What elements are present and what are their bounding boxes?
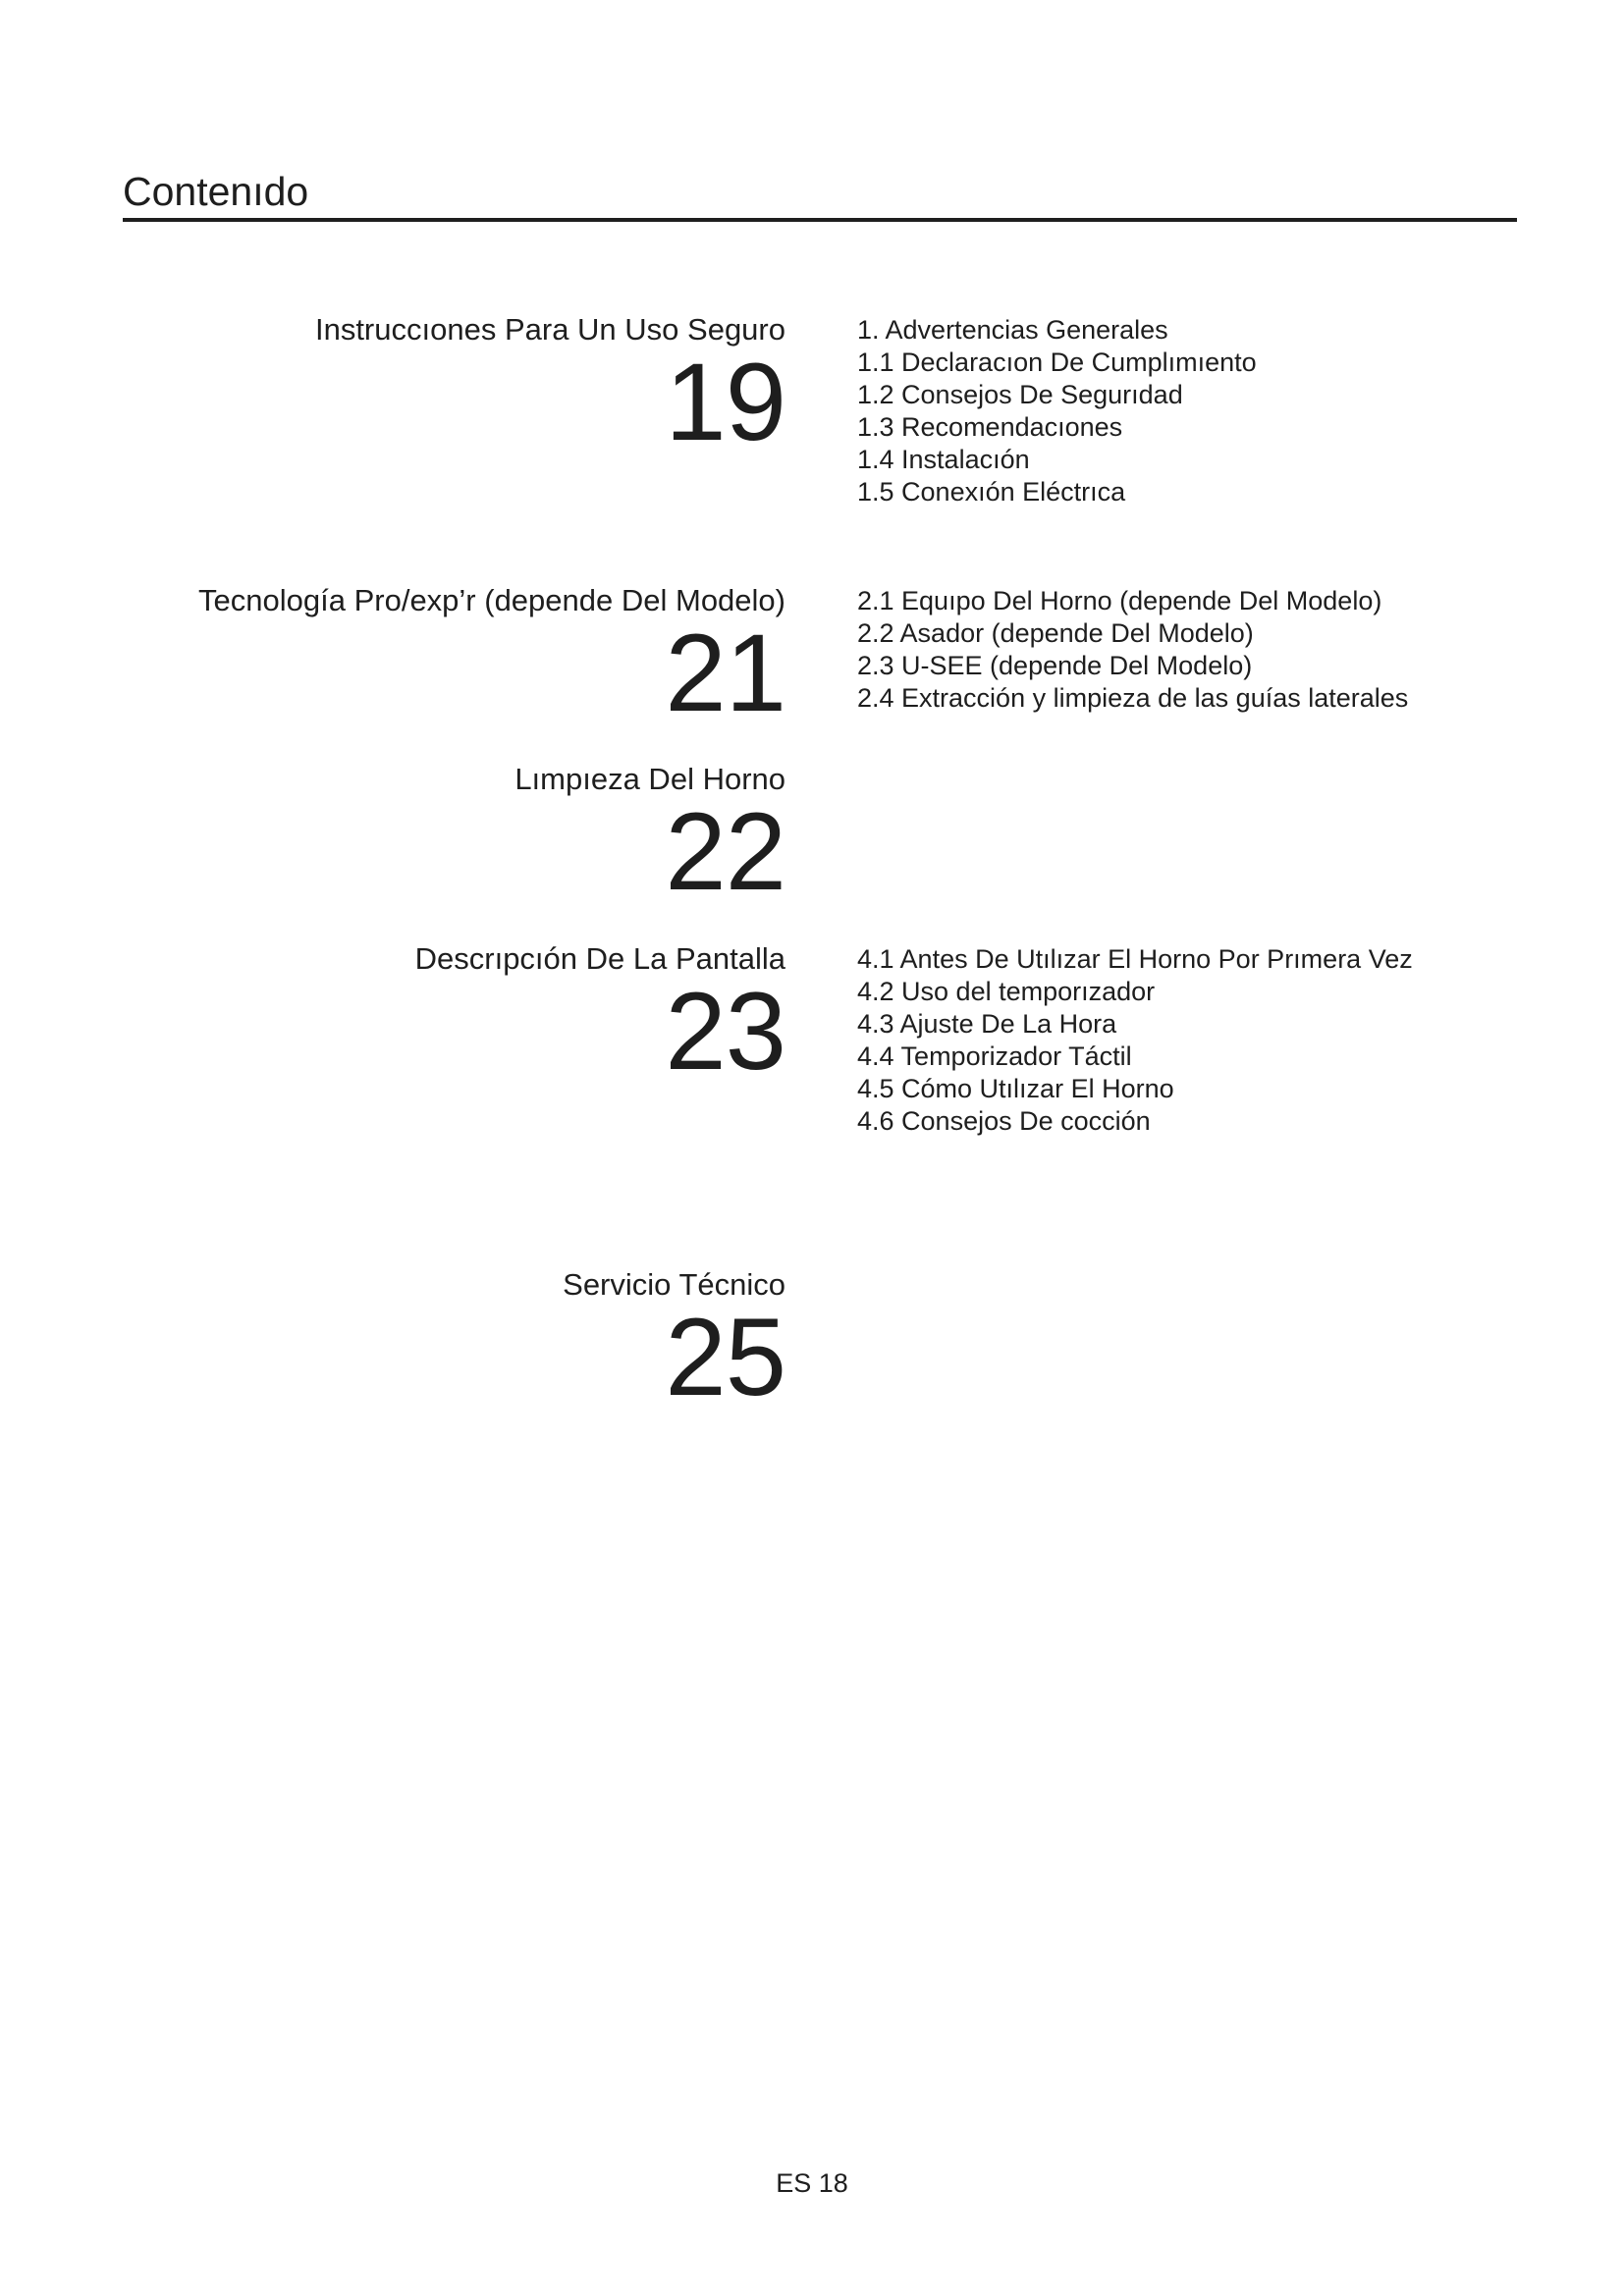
subsection-item: 4.3 Ajuste De La Hora bbox=[857, 1009, 1117, 1039]
section-heading-group bbox=[118, 312, 785, 463]
subsection-item: 1.3 Recomendacıones bbox=[857, 412, 1123, 442]
subsection-item: 1.1 Declaracıon De Cumplımıento bbox=[857, 347, 1257, 377]
subsection-item: 2.1 Equıpo Del Horno (depende Del Modelo) bbox=[857, 586, 1382, 615]
section-heading-group bbox=[118, 1267, 785, 1418]
section-title: Servicio Técnico bbox=[563, 1267, 785, 1302]
subsection-item: 1.2 Consejos De Segurıdad bbox=[857, 380, 1183, 409]
section-title: Tecnología Pro/exp’r (depende Del Modelo) bbox=[198, 583, 785, 617]
subsection-item: 1.5 Conexıón Eléctrıca bbox=[857, 477, 1126, 507]
section-page-number: 21 bbox=[665, 612, 785, 734]
section-title: Descrıpcıón De La Pantalla bbox=[414, 941, 785, 976]
subsection-item: 4.2 Uso del temporızador bbox=[857, 977, 1156, 1006]
section-page-number: 25 bbox=[665, 1296, 785, 1418]
section-title: Instruccıones Para Un Uso Seguro bbox=[314, 312, 785, 347]
section-page-number: 23 bbox=[665, 970, 785, 1093]
page-footer: ES 18 bbox=[776, 2168, 848, 2198]
section-heading-group bbox=[118, 941, 785, 1093]
subsection-list bbox=[857, 585, 1408, 715]
subsection-item: 4.5 Cómo Utılızar El Horno bbox=[857, 1074, 1174, 1103]
subsection-item: 2.3 U-SEE (depende Del Modelo) bbox=[857, 651, 1253, 680]
subsection-item: 4.6 Consejos De cocción bbox=[857, 1106, 1151, 1136]
subsection-item: 4.1 Antes De Utılızar El Horno Por Prımera Vez bbox=[857, 944, 1413, 974]
section-heading-group bbox=[118, 762, 785, 913]
section-page-number: 19 bbox=[665, 341, 785, 463]
page-title: Contenıdo bbox=[123, 169, 309, 214]
section-page-number: 22 bbox=[665, 790, 785, 913]
subsection-item: 2.4 Extracción y limpieza de las guías laterales bbox=[857, 683, 1409, 713]
subsection-item: 1.4 Instalacıón bbox=[857, 445, 1030, 474]
page-heading bbox=[123, 165, 1517, 222]
subsection-list bbox=[857, 943, 1413, 1138]
subsection-list bbox=[857, 314, 1257, 508]
subsection-item: 4.4 Temporizador Táctil bbox=[857, 1041, 1132, 1071]
subsection-item: 1. Advertencias Generales bbox=[857, 315, 1168, 345]
subsection-item: 2.2 Asador (depende Del Modelo) bbox=[857, 618, 1254, 648]
section-title: Lımpıeza Del Horno bbox=[514, 762, 785, 796]
section-heading-group bbox=[118, 583, 785, 734]
